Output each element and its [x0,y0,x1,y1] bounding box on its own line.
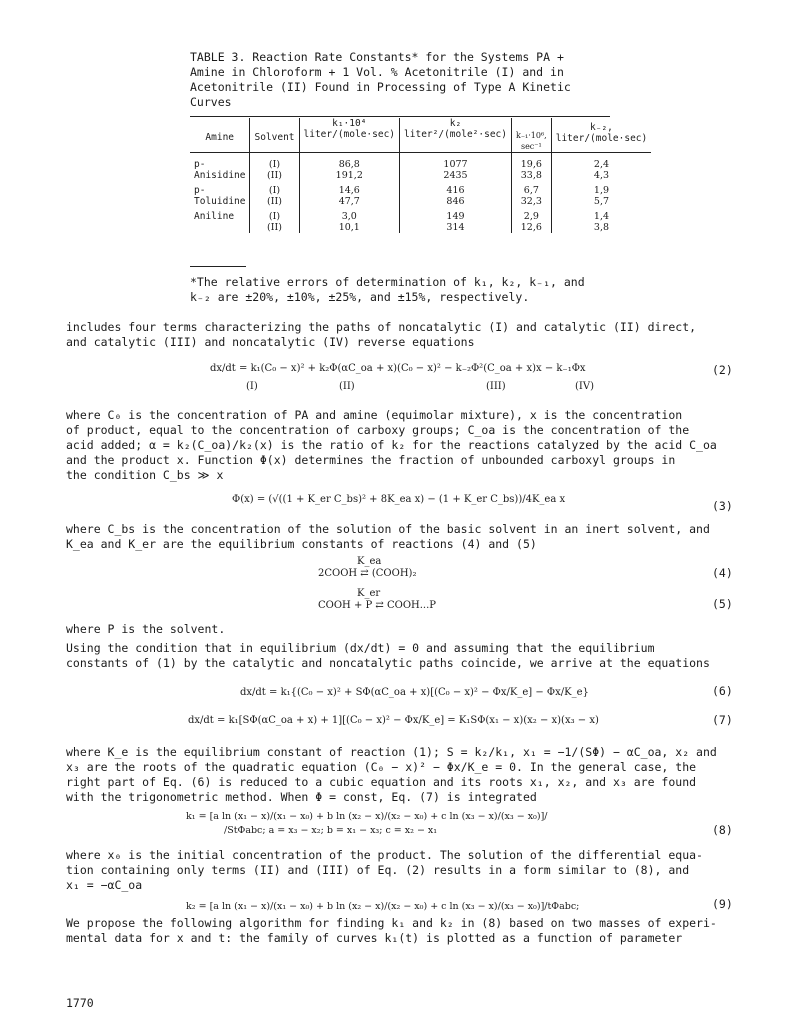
k1-cell: 86,8 191,2 [299,153,400,182]
body-paragraph: where x₀ is the initial concentration of the product. The solution of the differential equa- tion containing only terms (II) and (III) of Eq. (2) results in a form similar to (8), and x₁ = −αC_oa [66,848,703,892]
equation-8-continued: /StΦabc; a = x₃ − x₂; b = x₁ − x₃; c = x₂ − x₁ [224,825,438,836]
amine-cell: p-Anisidine [194,159,246,181]
equation-9: k₂ = [a ln (x₁ − x)/(x₁ − x₀) + b ln (x₂ − x)/(x₂ − x₀) + c ln (x₃ − x)/(x₃ − x₀)]/tΦabc; [186,901,580,912]
k2-cell: 1077 2435 [400,153,512,182]
table-top-rule [190,116,610,117]
equation-number: (9) [712,897,733,911]
equation-number: (2) [712,363,733,377]
k2-cell: 149 314 [400,207,512,233]
body-paragraph: where C₀ is the concentration of PA and amine (equimolar mixture), x is the concentration of product, equal to the concentration of carboxy groups; C_oa is the concentration of the acid added; α = k₂(C_oa)/k₂(x) is the ratio of k₂ for the reactions catalyzed by the acid C_oa and the product x. Function Φ(x) determines the fraction of unbounded carboxyl groups in the condition C_bs ≫ x [66,408,717,482]
header-k1: k₁·10⁴ liter/(mole·sec) [299,118,400,153]
amine-cell: Aniline [194,211,235,222]
km2-cell: 2,4 4,3 [551,153,651,182]
km2-cell: 1,9 5,7 [551,181,651,207]
footnote-rule [190,266,246,267]
equation-number: (5) [712,597,733,611]
header-solvent: Solvent [250,118,299,153]
table-row [190,153,651,182]
table-row [190,181,651,207]
body-paragraph: where K_e is the equilibrium constant of reaction (1); S = k₂/k₁, x₁ = −1/(SΦ) − αC_oa, x₂ and x₃ are the roots of the quadratic equation (C₀ − x)² − Φx/K_e = 0. In the general case, the right part of Eq. (6) is reduced to a cubic equation and its roots x₁, x₂, and x₃ are found with the trigonometric method. When Φ = const, Eq. (7) is integrated [66,745,717,804]
equation-2: dx/dt = k₁(C₀ − x)² + k₂Φ(αC_oa + x)(C₀ − x)² − k₋₂Φ²(C_oa + x)x − k₋₁Φx [210,363,586,374]
term-label: (IV) [575,381,594,392]
rate-constants-table [190,118,651,233]
body-paragraph: where P is the solvent. [66,622,226,636]
equilibrium-constant: K_er [357,588,381,599]
table-caption [190,50,571,110]
footnote-line: k₋₂ are ±20%, ±10%, ±25%, and ±15%, respectively. [190,290,530,304]
equation-4: 2COOH ⇄ (COOH)₂ [318,568,417,579]
equation-number: (4) [712,566,733,580]
equation-number: (3) [712,499,733,513]
k1-cell: 14,6 47,7 [299,181,400,207]
km1-cell: 19,6 33,8 [511,153,551,182]
term-label: (III) [486,381,506,392]
equation-number: (7) [712,713,733,727]
equation-6: dx/dt = k₁{(C₀ − x)² + SΦ(αC_oa + x)[(C₀ − x)² − Φx/K_e] − Φx/K_e} [240,687,589,698]
header-amine: Amine [190,118,250,153]
caption-line: Amine in Chloroform + 1 Vol. % Acetonitrile (I) and in [190,65,564,79]
equilibrium-constant: K_ea [357,556,382,567]
equation-number: (8) [712,823,733,837]
header-k2: k₂ liter²/(mole²·sec) [400,118,512,153]
equation-8: k₁ = [a ln (x₁ − x)/(x₁ − x₀) + b ln (x₂ − x)/(x₂ − x₀) + c ln (x₃ − x)/(x₃ − x₀)]/ [186,811,548,822]
equation-3: Φ(x) = (√((1 + K_er C_bs)² + 8K_ea x) − (1 + K_er C_bs))/4K_ea x [232,494,566,505]
caption-line: Acetonitrile (II) Found in Processing of Type A Kinetic [190,80,571,94]
body-paragraph: We propose the following algorithm for finding k₁ and k₂ in (8) based on two masses of experi- mental data for x and t: the family of curves k₁(t) is plotted as a function of parameter [66,916,717,945]
term-label: (II) [339,381,355,392]
amine-cell: p-Toluidine [194,185,246,207]
page-number: 1770 [66,996,94,1010]
km1-cell: 6,7 32,3 [511,181,551,207]
caption-line: TABLE 3. Reaction Rate Constants* for the Systems PA + [190,50,564,64]
km2-cell: 1,4 3,8 [551,207,651,233]
body-paragraph: includes four terms characterizing the paths of noncatalytic (I) and catalytic (II) direct, and catalytic (III) and noncatalytic (IV) reverse equations [66,320,697,349]
equation-number: (6) [712,684,733,698]
table-footnote [190,275,585,305]
caption-line: Curves [190,95,232,109]
table-row [190,207,651,233]
equation-7: dx/dt = k₁[SΦ(αC_oa + x) + 1][(C₀ − x)² − Φx/K_e] = K₁SΦ(x₁ − x)(x₂ − x)(x₃ − x) [188,715,599,726]
term-label: (I) [246,381,258,392]
body-paragraph: Using the condition that in equilibrium (dx/dt) = 0 and assuming that the equilibrium constants of (1) by the catalytic and noncatalytic paths coincide, we arrive at the equations [66,641,710,670]
solvent-cell: (I) (II) [250,181,299,207]
footnote-line: *The relative errors of determination of k₁, k₂, k₋₁, and [190,275,585,289]
equation-5: COOH + P ⇄ COOH...P [318,600,437,611]
k1-cell: 3,0 10,1 [299,207,400,233]
solvent-cell: (I) (II) [250,153,299,182]
km1-cell: 2,9 12,6 [511,207,551,233]
header-km2: k₋₂, liter/(mole·sec) [551,118,651,153]
header-km1: k₋₁·10⁶, sec⁻¹ [511,118,551,153]
k2-cell: 416 846 [400,181,512,207]
body-paragraph: where C_bs is the concentration of the solution of the basic solvent in an inert solvent, and K_ea and K_er are the equilibrium constants of reactions (4) and (5) [66,522,710,551]
solvent-cell: (I) (II) [250,207,299,233]
